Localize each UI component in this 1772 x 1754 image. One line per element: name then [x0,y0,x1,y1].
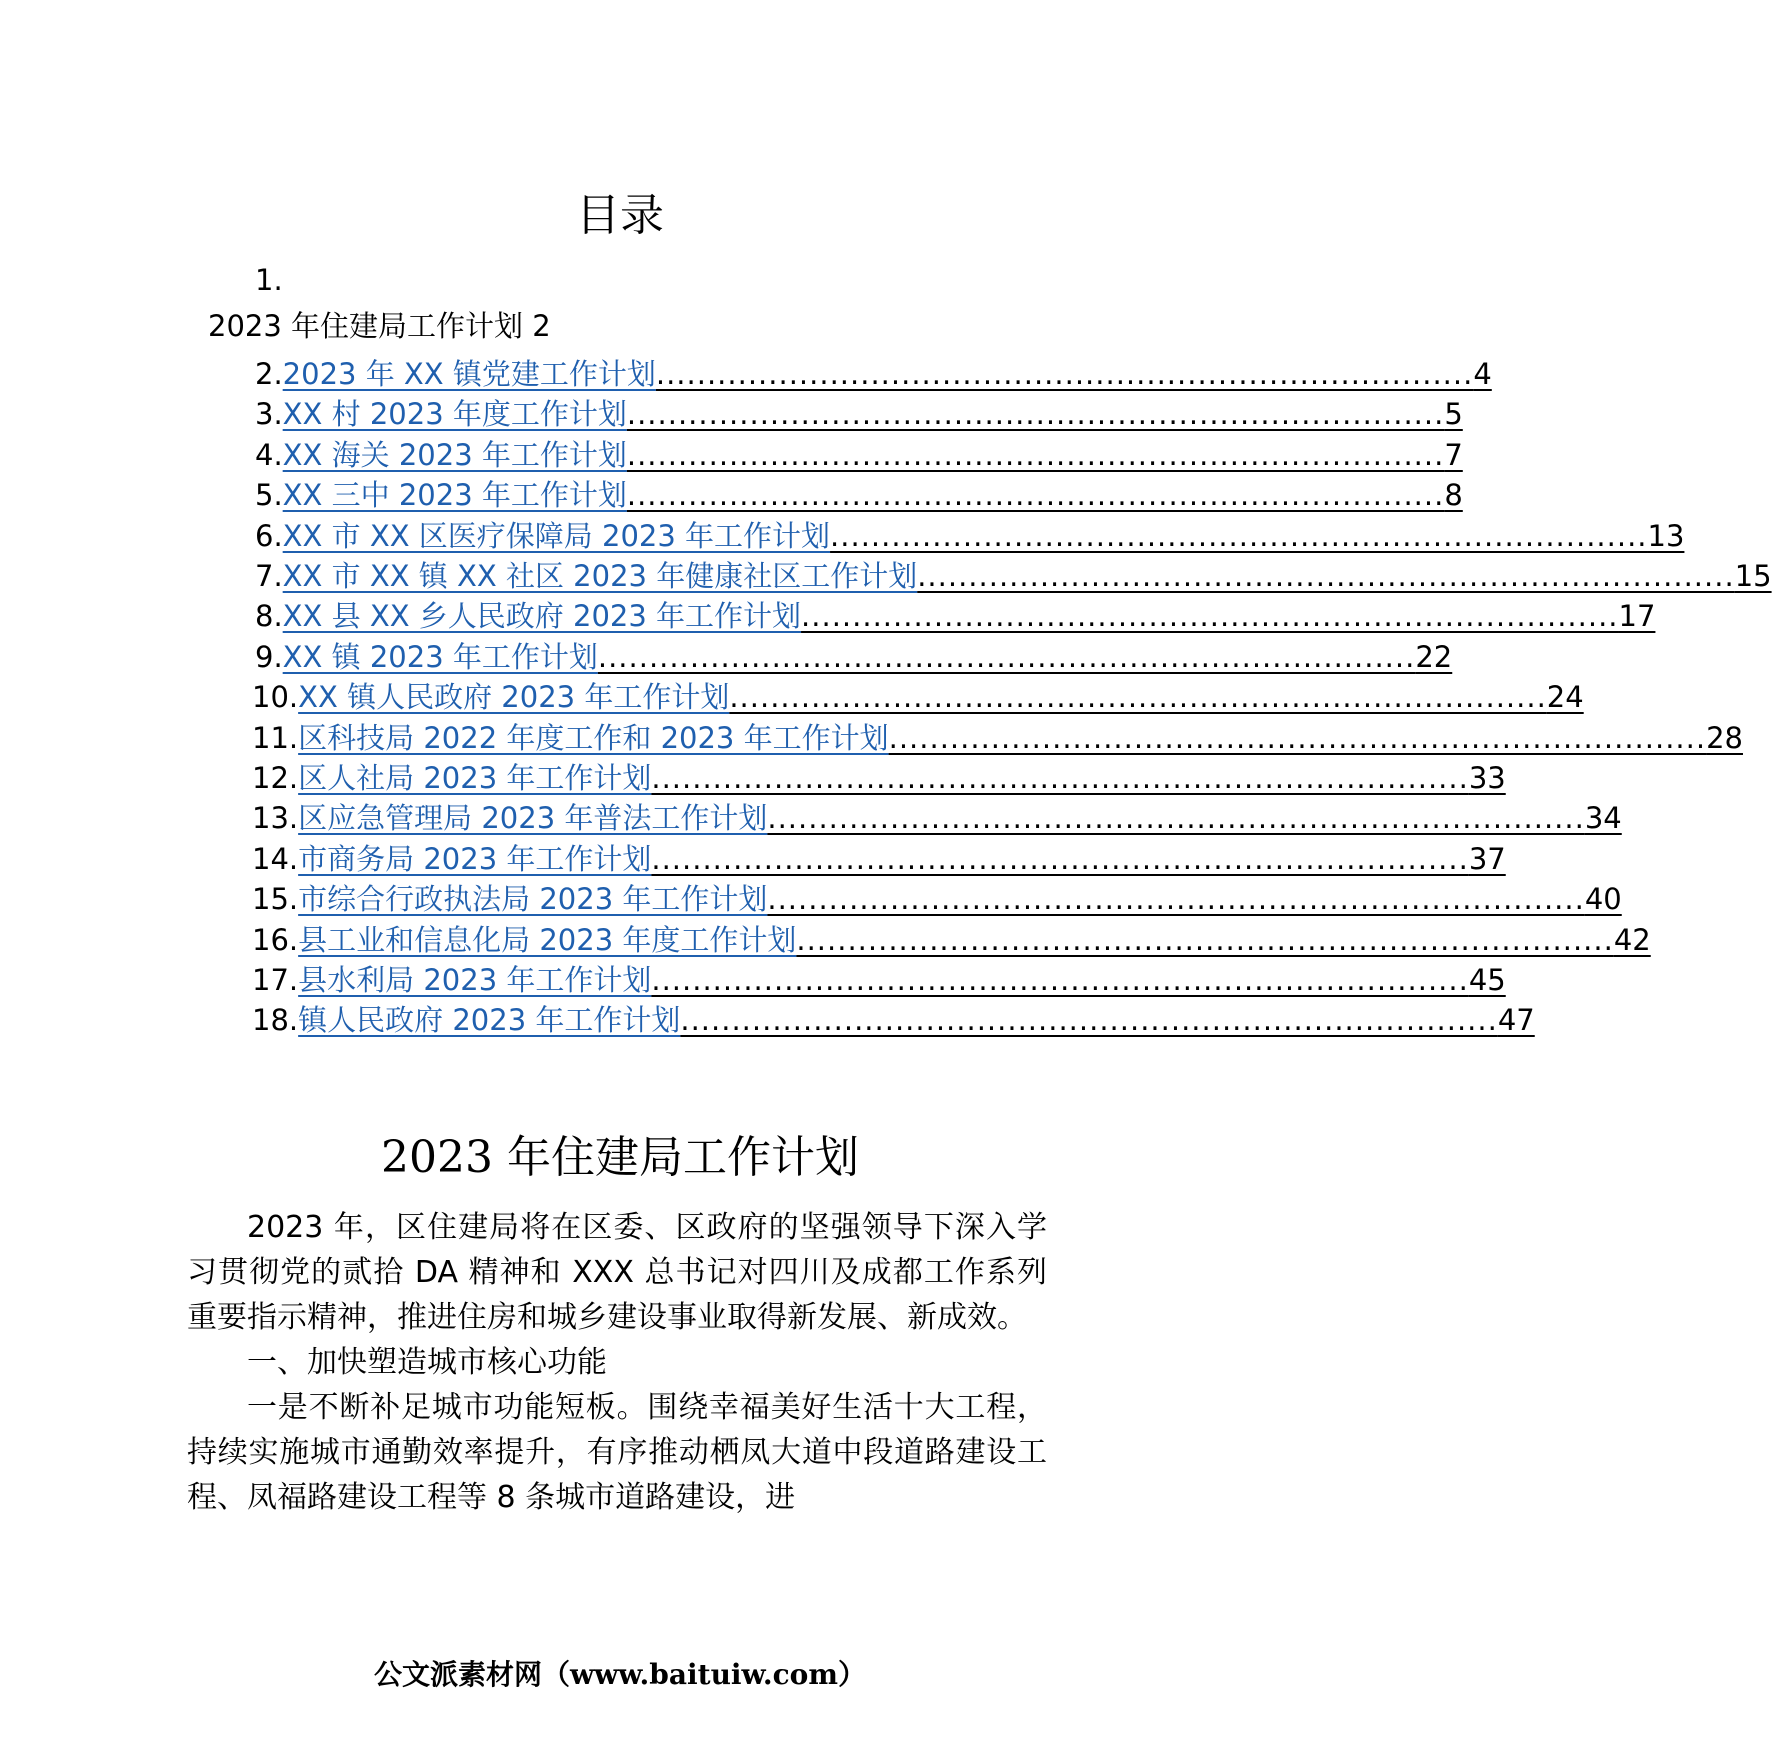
toc-entry-link[interactable]: 县工业和信息化局 2023 年度工作计划 [298,922,797,957]
toc-entry-page: 13 [1647,518,1685,553]
toc-entry-number: 11. [252,720,299,755]
toc-entry-link[interactable]: 市综合行政执法局 2023 年工作计划 [298,882,768,917]
toc-entry-link[interactable]: XX 镇人民政府 2023 年工作计划 [298,680,730,715]
toc-dot-leader: ................................................................................ [767,882,1585,917]
toc-entry[interactable] [255,635,1453,679]
toc-entry-number: 18. [252,1003,299,1038]
toc-dot-leader: ................................................................................ [917,559,1735,593]
toc-entry-link[interactable]: 2023 年 XX 镇党建工作计划 [282,357,656,391]
section-heading: 一、加快塑造城市核心功能 [247,1345,607,1380]
toc-entry-page: 45 [1468,963,1506,997]
toc-dot-leader: ................................................................................ [651,963,1469,997]
toc-entry[interactable] [252,958,1506,1002]
toc-entry-page: 42 [1613,922,1651,957]
toc-entry-number: 16. [252,922,299,957]
toc-dot-leader: ................................................................................ [655,357,1474,391]
toc-entry[interactable] [252,716,1743,760]
toc-entry-link[interactable]: XX 市 XX 镇 XX 社区 2023 年健康社区工作计划 [282,559,918,593]
toc-entry[interactable] [252,837,1506,881]
document-body [187,1205,1047,1520]
toc-entry-number: 12. [252,761,299,795]
toc-entry-number: 5. [255,478,283,513]
toc-entry-link[interactable]: 区科技局 2022 年度工作和 2023 年工作计划 [298,720,889,755]
toc-entry-number: 13. [252,801,299,836]
toc-dot-leader: ................................................................................ [651,761,1469,795]
toc-dot-leader: ................................................................................ [626,478,1445,513]
toc-entry[interactable] [255,392,1463,436]
toc-title: 目录 [576,190,664,241]
document-title [0,1128,1240,1188]
toc-entry-number: 10. [252,680,299,715]
toc-dot-leader: ................................................................................ [796,922,1614,957]
toc-entry-page: 8 [1444,478,1463,513]
toc-entry[interactable] [255,352,1492,396]
toc-entry[interactable] [252,756,1506,800]
footer-watermark: 公文派素材网（www.baituiw.com） [374,1658,866,1691]
toc-entry-number: 6. [255,518,283,553]
toc-entry[interactable] [255,433,1463,477]
toc-entry-number: 7. [255,559,283,593]
toc-dot-leader: ................................................................................ [626,437,1445,472]
toc-entry-page: 34 [1584,801,1622,836]
toc-dot-leader: ................................................................................ [767,801,1585,836]
toc-entry[interactable] [252,796,1622,840]
toc-entry-link[interactable]: XX 市 XX 区医疗保障局 2023 年工作计划 [282,518,831,553]
toc-entry-link[interactable]: XX 村 2023 年度工作计划 [282,397,627,432]
toc-dot-leader: ................................................................................ [729,680,1547,715]
toc-entry-page: 22 [1415,639,1453,674]
toc-entry-number: 9. [255,639,283,674]
toc-entry-page: 7 [1444,437,1463,472]
toc-dot-leader: ................................................................................ [680,1003,1498,1038]
toc-entry[interactable] [255,594,1656,638]
toc-entry-link[interactable]: 区人社局 2023 年工作计划 [298,761,652,795]
toc-dot-leader: ................................................................................ [830,518,1648,553]
toc-dot-leader: ................................................................................ [597,639,1416,674]
toc-entry[interactable] [255,554,1772,598]
toc-first-title: 2023 年住建局工作计划 2 [208,309,551,343]
toc-entry-page: 15 [1734,559,1772,593]
toc-entry-link[interactable]: XX 海关 2023 年工作计划 [282,437,627,472]
toc-entry[interactable] [252,998,1535,1042]
toc-entry-link[interactable]: 市商务局 2023 年工作计划 [298,841,652,876]
toc-first-number: 1. [255,263,283,297]
toc-entry-link[interactable]: 镇人民政府 2023 年工作计划 [298,1003,681,1038]
toc-entry-number: 15. [252,882,299,917]
body-paragraph: 一是不断补足城市功能短板。围绕幸福美好生活十大工程，持续实施城市通勤效率提升，有序推动栖凤大道中段道路建设工程、凤福路建设工程等 8 条城市道路建设，进 [187,1390,1047,1515]
toc-dot-leader: ................................................................................ [888,720,1707,755]
toc-entry-number: 3. [255,397,283,432]
toc-entry-link[interactable]: XX 三中 2023 年工作计划 [282,478,627,513]
toc-entry-page: 40 [1584,882,1622,917]
document-title-text: 年住建局工作计划 [492,1132,859,1183]
toc-entry-page: 17 [1618,599,1656,634]
toc-entry-link[interactable]: XX 镇 2023 年工作计划 [282,639,598,674]
toc-dot-leader: ................................................................................ [651,841,1469,876]
toc-entry[interactable] [255,473,1463,517]
toc-entry-page: 28 [1706,720,1743,755]
toc-entry-number: 2. [255,357,283,391]
toc-entry-page: 5 [1444,397,1463,432]
toc-entry-number: 14. [252,841,299,876]
toc-entry[interactable] [252,877,1622,921]
toc-entry-page: 4 [1473,357,1492,391]
toc-entry-page: 33 [1468,761,1506,795]
toc-entry-link[interactable]: 区应急管理局 2023 年普法工作计划 [298,801,768,836]
toc-entry[interactable] [252,918,1651,962]
toc-entry-link[interactable]: XX 县 XX 乡人民政府 2023 年工作计划 [282,599,802,634]
toc-entry-page: 37 [1468,841,1506,876]
toc-entry[interactable] [252,675,1584,719]
toc-entry-page: 24 [1546,680,1584,715]
toc-entry-number: 17. [252,963,299,997]
toc-entry-number: 4. [255,437,283,472]
body-paragraph: 2023 年，区住建局将在区委、区政府的坚强领导下深入学习贯彻党的贰拾 DA 精神和 XXX 总书记对四川及成都工作系列重要指示精神，推进住房和城乡建设事业取得新发展、新成效。 [187,1210,1047,1335]
document-title-year: 2023 [381,1132,493,1183]
toc-entry-page: 47 [1497,1003,1535,1038]
toc-entry-link[interactable]: 县水利局 2023 年工作计划 [298,963,652,997]
toc-dot-leader: ................................................................................ [801,599,1619,634]
toc-entry-number: 8. [255,599,283,634]
toc-dot-leader: ................................................................................ [626,397,1445,432]
toc-entry[interactable] [255,514,1685,558]
